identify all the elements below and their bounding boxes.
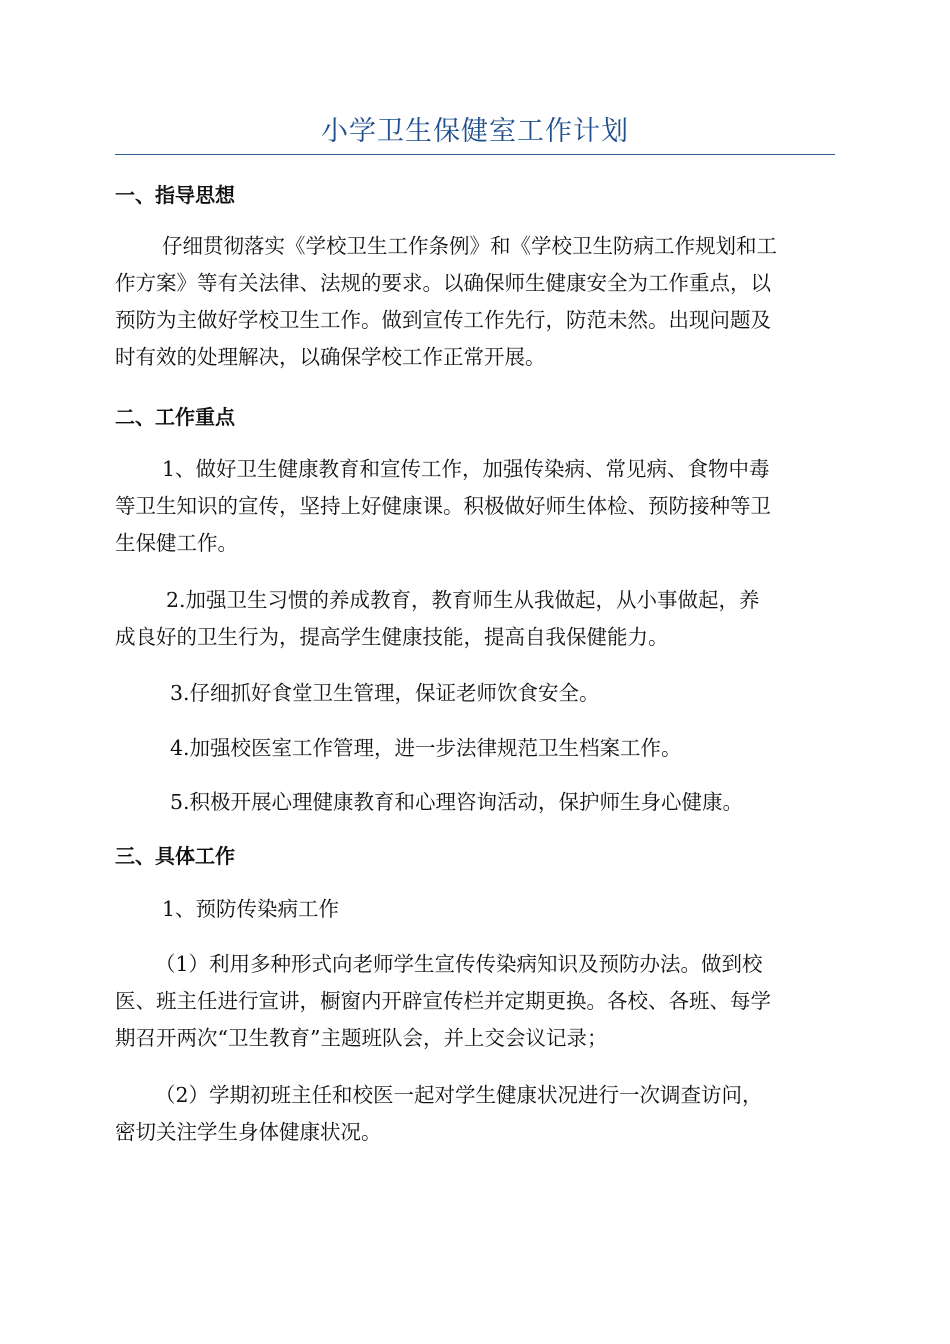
title-underline	[115, 154, 835, 155]
paragraph-line: 作方案》等有关法律、法规的要求。以确保师生健康安全为工作重点，以	[115, 271, 771, 295]
subheading-disease-prevention	[115, 891, 835, 928]
paragraph-work-item-1	[115, 946, 835, 1057]
paragraph-work-item-2	[115, 1077, 835, 1151]
paragraph-line: 4.加强校医室工作管理，进一步法律规范卫生档案工作。	[170, 736, 682, 760]
paragraph-line: 预防为主做好学校卫生工作。做到宣传工作先行，防范未然。出现问题及	[115, 308, 771, 332]
paragraph-line: 成良好的卫生行为，提高学生健康技能，提高自我保健能力。	[115, 625, 669, 649]
paragraph-focus-item-2	[115, 582, 835, 656]
paragraph-line: 仔细贯彻落实《学校卫生工作条例》和《学校卫生防病工作规划和工	[162, 234, 777, 258]
paragraph-line: 医、班主任进行宣讲，橱窗内开辟宣传栏并定期更换。各校、各班、每学	[115, 989, 771, 1013]
paragraph-line: 2.加强卫生习惯的养成教育，教育师生从我做起，从小事做起，养	[166, 588, 760, 612]
paragraph-line: 1、做好卫生健康教育和宣传工作，加强传染病、常见病、食物中毒	[162, 457, 770, 481]
paragraph-line: 生保健工作。	[115, 531, 238, 555]
paragraph-line: 期召开两次“卫生教育”主题班队会，并上交会议记录；	[115, 1026, 608, 1050]
paragraph-line: 时有效的处理解决，以确保学校工作正常开展。	[115, 345, 546, 369]
paragraph-line: 等卫生知识的宣传，坚持上好健康课。积极做好师生体检、预防接种等卫	[115, 494, 771, 518]
paragraph-line: 1、预防传染病工作	[162, 897, 340, 921]
paragraph-focus-item-5	[115, 784, 835, 821]
paragraph-focus-item-1	[115, 451, 835, 562]
paragraph-line: 密切关注学生身体健康状况。	[115, 1120, 382, 1144]
paragraph-line: 5.积极开展心理健康教育和心理咨询活动，保护师生身心健康。	[170, 790, 744, 814]
paragraph-focus-item-3	[115, 675, 835, 712]
section-heading-guiding-ideology: 一、指导思想	[115, 183, 235, 207]
paragraph-guiding-ideology	[115, 228, 835, 376]
paragraph-line: 3.仔细抓好食堂卫生管理，保证老师饮食安全。	[170, 681, 600, 705]
section-heading-work-focus: 二、工作重点	[115, 405, 235, 429]
section-heading-specific-work: 三、具体工作	[115, 844, 235, 868]
paragraph-focus-item-4	[115, 730, 835, 767]
document-title: 小学卫生保健室工作计划	[321, 116, 629, 147]
paragraph-line: （2）学期初班主任和校医一起对学生健康状况进行一次调查访问，	[155, 1083, 763, 1107]
paragraph-line: （1）利用多种形式向老师学生宣传传染病知识及预防办法。做到校	[155, 952, 763, 976]
